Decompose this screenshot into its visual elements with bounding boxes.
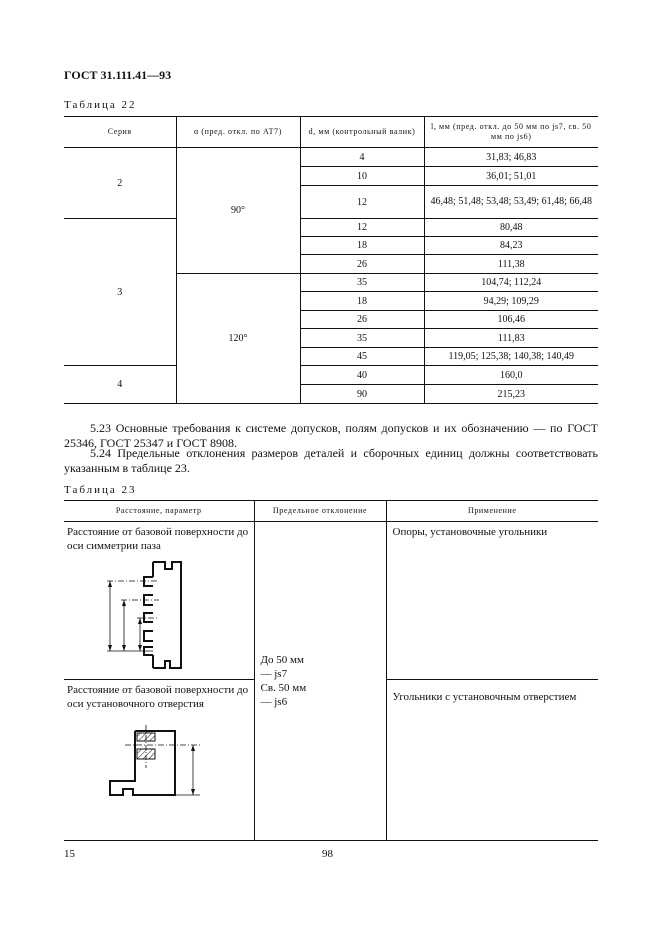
- param-cell: [64, 680, 254, 841]
- d-cell: 26: [300, 255, 424, 274]
- d-cell: 40: [300, 366, 424, 385]
- l-cell: 106,46: [424, 311, 598, 329]
- slot-symmetry-drawing: [99, 559, 199, 671]
- deviation-cell: [254, 522, 386, 841]
- d-cell: 18: [300, 292, 424, 311]
- header-application: Применение: [386, 501, 598, 522]
- d-cell: 26: [300, 311, 424, 329]
- d-cell: 12: [300, 219, 424, 237]
- l-cell: 31,83; 46,83: [424, 148, 598, 167]
- l-cell: 80,48: [424, 219, 598, 237]
- page-number: 98: [322, 848, 333, 860]
- document-code: ГОСТ 31.111.41—93: [64, 68, 172, 82]
- table-23-caption: Таблица 23: [64, 484, 137, 496]
- l-cell: 160,0: [424, 366, 598, 385]
- deviation-line: — js7: [260, 668, 288, 680]
- param-text: Расстояние от базовой поверхности до оси установочного отверстия: [67, 684, 249, 710]
- series-cell: 2: [64, 148, 176, 219]
- table-22-caption: Таблица 22: [64, 99, 137, 111]
- alpha-cell: 120°: [176, 274, 300, 404]
- series-cell: 4: [64, 366, 176, 404]
- l-cell: 36,01; 51,01: [424, 167, 598, 186]
- d-cell: 90: [300, 385, 424, 404]
- l-cell: 84,23: [424, 237, 598, 255]
- paragraph-5-24: 5.24 Предельные отклонения размеров деталей и сборочных единиц должны соответствовать указанным в таблице 23.: [64, 446, 598, 475]
- d-cell: 35: [300, 274, 424, 292]
- header-alpha: α (пред. откл. по АТ7): [176, 117, 300, 148]
- header-l: l, мм (пред. откл. до 50 мм по js7, св. 50 мм по js6): [424, 117, 598, 148]
- hole-axis-drawing: [105, 723, 205, 805]
- d-cell: 18: [300, 237, 424, 255]
- header-d: d, мм (контрольный валик): [300, 117, 424, 148]
- l-cell: 94,29; 109,29: [424, 292, 598, 311]
- l-cell: 111,83: [424, 329, 598, 348]
- l-cell: 111,38: [424, 255, 598, 274]
- table-22: [64, 116, 598, 404]
- d-cell: 4: [300, 148, 424, 167]
- table-23: [64, 500, 598, 841]
- l-cell: 215,23: [424, 385, 598, 404]
- deviation-line: До 50 мм: [260, 654, 304, 666]
- deviation-line: Св. 50 мм: [260, 682, 307, 694]
- alpha-cell: 90°: [176, 148, 300, 274]
- header-deviation: Предельное отклонение: [254, 501, 386, 522]
- header-param: Расстояние, параметр: [64, 501, 254, 522]
- l-cell: 46,48; 51,48; 53,48; 53,49; 61,48; 66,48: [424, 186, 598, 219]
- footer-left-number: 15: [64, 848, 75, 860]
- series-cell: 3: [64, 219, 176, 366]
- param-text: Расстояние от базовой поверхности до оси симметрии паза: [67, 526, 249, 552]
- d-cell: 10: [300, 167, 424, 186]
- application-cell: Опоры, установочные угольники: [386, 522, 598, 680]
- l-cell: 119,05; 125,38; 140,38; 140,49: [424, 348, 598, 366]
- paragraph-5-23: 5.23 Основные требования к системе допусков, полям допусков и их обозначению — по ГОСТ 25346, ГОСТ 25347 и ГОСТ 8908.: [64, 421, 598, 450]
- d-cell: 45: [300, 348, 424, 366]
- deviation-line: — js6: [260, 696, 288, 708]
- d-cell: 12: [300, 186, 424, 219]
- header-series: Серия: [64, 117, 176, 148]
- param-cell: [64, 522, 254, 680]
- d-cell: 35: [300, 329, 424, 348]
- application-cell: Угольники с установочным отверстием: [386, 680, 598, 841]
- l-cell: 104,74; 112,24: [424, 274, 598, 292]
